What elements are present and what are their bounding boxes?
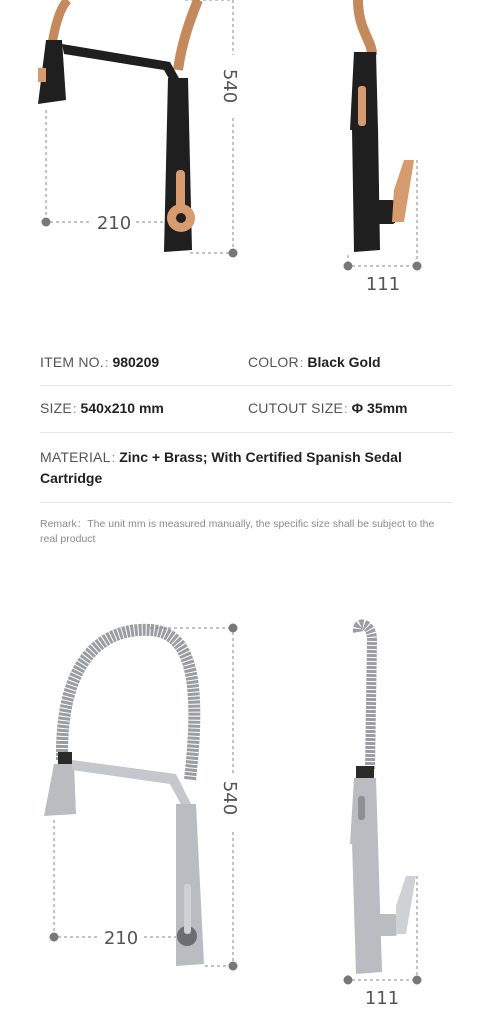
support-arm xyxy=(72,760,192,810)
bottom-faucet-drawing xyxy=(0,600,497,1024)
dim-dot xyxy=(229,249,238,258)
cutout-value: Φ 35mm xyxy=(351,400,408,416)
spray-head xyxy=(44,764,76,816)
hose-left xyxy=(52,0,68,44)
spray-button xyxy=(38,68,46,82)
handle-hub xyxy=(176,213,186,223)
spec-row-3 xyxy=(40,433,453,503)
side-spray-collar xyxy=(356,766,374,778)
spec-item-no xyxy=(40,354,245,372)
cutout-sep: : xyxy=(344,401,348,416)
height-dimension-label: 540 xyxy=(219,780,240,816)
width-dimension-label: 210 xyxy=(103,928,139,949)
side-hose xyxy=(358,0,372,55)
spec-cutout xyxy=(245,400,453,418)
spec-table xyxy=(40,340,453,503)
side-handle-lever xyxy=(396,876,416,934)
top-faucet-drawing xyxy=(0,0,497,300)
handle-lever xyxy=(176,170,185,218)
size-value: 540x210 mm xyxy=(80,400,164,416)
side-hose xyxy=(358,624,372,770)
remark-note: Remark：The unit mm is measured manually, the specific size shall be subject to the real product xyxy=(40,518,435,545)
spray-collar xyxy=(58,752,72,764)
dim-dot-left xyxy=(42,218,51,227)
side-dim-dot-left xyxy=(344,262,353,271)
side-dim-dot-right xyxy=(413,262,422,271)
side-body xyxy=(352,842,382,974)
material-label: MATERIAL xyxy=(40,449,111,465)
dim-dot-left xyxy=(50,933,59,942)
hose-arc xyxy=(62,630,194,780)
dim-dot-top xyxy=(229,624,238,633)
size-sep: : xyxy=(72,401,77,416)
side-dim-dot-right xyxy=(413,976,422,985)
side-body xyxy=(352,128,380,252)
spec-material xyxy=(40,447,453,488)
bottom-faucet-figure xyxy=(0,600,497,1024)
material-value: Zinc + Brass; With Certified Spanish Sedal Cartridge xyxy=(40,449,402,486)
support-arm xyxy=(62,44,180,84)
side-width-dimension-label: 111 xyxy=(365,274,401,295)
handle-lever xyxy=(184,884,191,934)
size-label: SIZE xyxy=(40,400,72,416)
cutout-label: CUTOUT SIZE xyxy=(248,400,344,416)
color-label: COLOR xyxy=(248,353,299,370)
item-no-label: ITEM NO. xyxy=(40,353,104,370)
spec-row-1 xyxy=(40,340,453,386)
material-sep: : xyxy=(111,450,116,465)
dim-dot-bottom xyxy=(229,962,238,971)
side-handle-base xyxy=(374,914,398,936)
side-handle-lever xyxy=(392,160,414,222)
spec-color xyxy=(245,354,453,372)
color-value: Black Gold xyxy=(307,353,381,370)
hose-right xyxy=(178,0,198,70)
side-width-dimension-label: 111 xyxy=(364,988,400,1009)
top-faucet-figure xyxy=(0,0,497,300)
item-no-sep: : xyxy=(104,354,109,370)
height-dimension-label: 540 xyxy=(219,68,240,104)
width-dimension-label: 210 xyxy=(96,213,132,234)
side-spray-button xyxy=(358,86,366,126)
spec-size xyxy=(40,400,245,418)
item-no-value: 980209 xyxy=(112,353,160,370)
color-sep: : xyxy=(299,354,304,370)
side-dim-dot-left xyxy=(344,976,353,985)
side-spray-button xyxy=(358,796,365,820)
spec-row-2 xyxy=(40,386,453,433)
